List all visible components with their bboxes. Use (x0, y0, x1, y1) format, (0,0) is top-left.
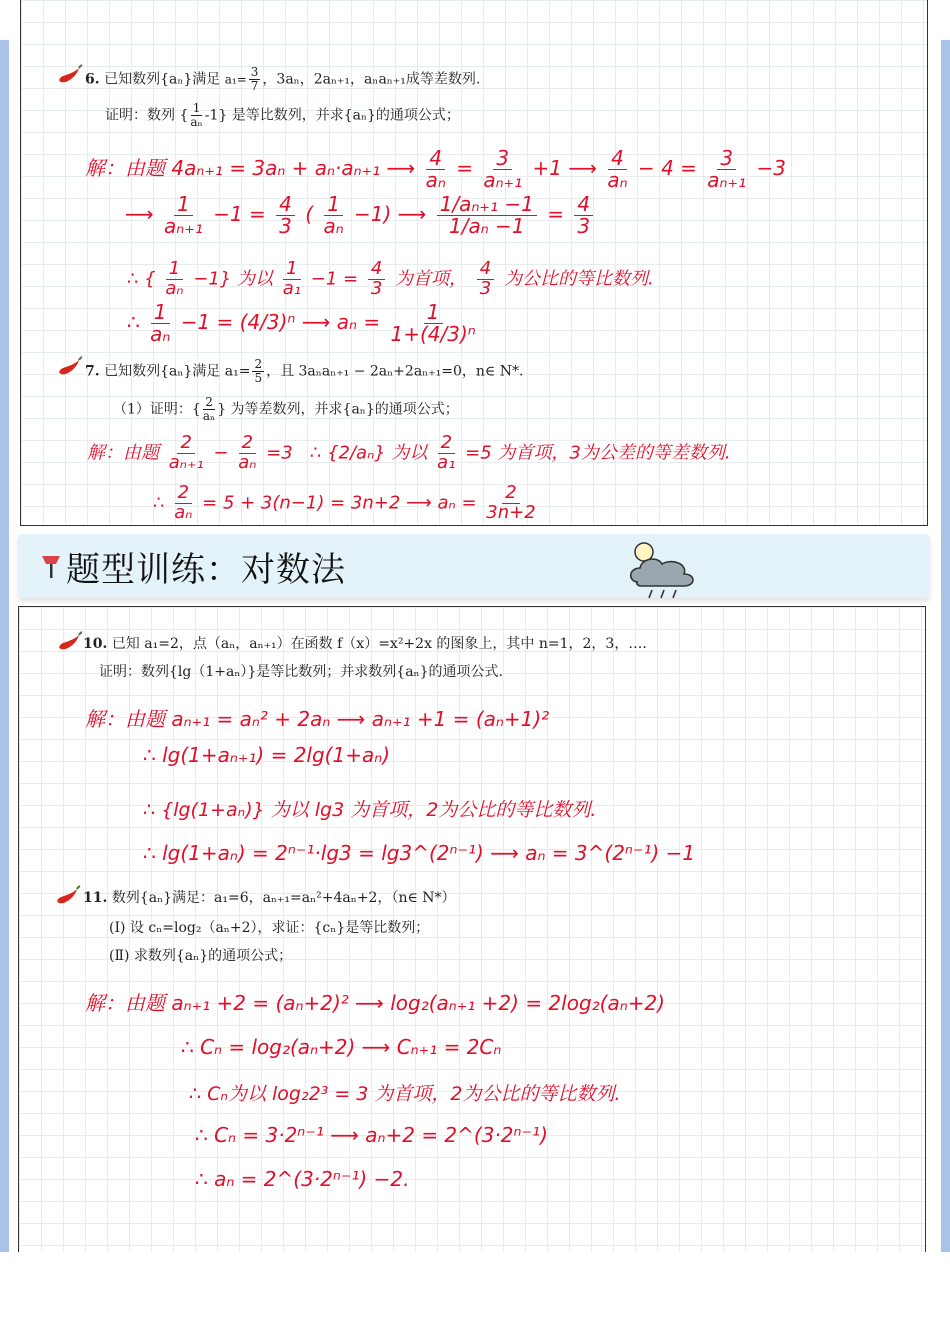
solution-6-line-2: ⟶ $\frac{1}{\text{aₙ₊₁}}$ −1 = $\frac{4}{3}$ ( $\frac{1}{\text{aₙ}}$ −1) ⟶ $\frac{\text{1/aₙ₊₁ −1}}{\text{1/aₙ −1}}$ = $\frac{4}{3}$ (125, 194, 597, 237)
solution-6-line-4: ∴ $\frac{1}{\text{aₙ}}$ −1 = (4/3)ⁿ ⟶ aₙ = $\frac{1}{\text{1+(4/3)ⁿ}}$ (127, 300, 476, 346)
solution-11-line-3: ∴ Cₙ为以 log₂2³ = 3 为首项，2为公比的等比数列. (189, 1083, 621, 1105)
worksheet-card-bottom (18, 606, 926, 1253)
section-banner (18, 534, 930, 598)
problem-11-part-1: (Ⅰ) 设 cₙ=log₂（aₙ+2），求证：{cₙ}是等比数列； (109, 920, 430, 936)
problem-11-stem: 11. 数列{aₙ}满足：a₁=6，aₙ₊₁=aₙ²+4aₙ+2，（n∈ N*） (83, 890, 456, 906)
problem-6-prove: 证明：数列 { $\frac{1}{\text{aₙ}}$ -1} 是等比数列，并求{aₙ}的通项公式； (105, 101, 460, 130)
pushpin-icon (40, 554, 62, 580)
section-title: 题型训练：对数法 (66, 550, 346, 590)
solution-10-line-4: ∴ lg(1+aₙ) = 2ⁿ⁻¹·lg3 = lg3^(2ⁿ⁻¹) ⟶ aₙ = 3^(2ⁿ⁻¹) −1 (143, 841, 696, 865)
problem-7-stem: 7. 已知数列{aₙ}满足 a₁= $\frac{2}{5}$ ，且 3aₙaₙ₊₁ − 2aₙ+2aₙ₊₁=0，n∈ N*. (85, 357, 524, 386)
solution-10-line-1: 解：由题 aₙ₊₁ = aₙ² + 2aₙ ⟶ aₙ₊₁ +1 = (aₙ+1)² (85, 707, 550, 731)
left-margin-bar (0, 40, 9, 1252)
problem-11-part-2: (Ⅱ) 求数列{aₙ}的通项公式； (109, 948, 293, 964)
problem-6-stem: 6. 已知数列{aₙ}满足 a₁= $\frac{3}{7}$ ，3aₙ，2aₙ₊₁，aₙaₙ₊₁成等差数列. (85, 65, 481, 94)
chili-pepper-icon (57, 356, 83, 378)
solution-11-line-1: 解：由题 aₙ₊₁ +2 = (aₙ+2)² ⟶ log₂(aₙ₊₁ +2) = 2log₂(aₙ+2) (85, 991, 665, 1015)
chili-pepper-icon (57, 64, 83, 86)
solution-11-line-2: ∴ Cₙ = log₂(aₙ+2) ⟶ Cₙ₊₁ = 2Cₙ (181, 1035, 502, 1059)
solution-7-line-1: 解：由题 $\frac{2}{\text{aₙ₊₁}}$ − $\frac{2}{\text{aₙ}}$ =3 ∴ {2/aₙ} 为以 $\frac{2}{\text{a₁}}$ =5 为首项，3为公差的等差数列. (87, 432, 731, 473)
solution-10-line-3: ∴ {lg(1+aₙ)} 为以 lg3 为首项，2为公比的等比数列. (143, 799, 597, 821)
worksheet-card-top (20, 0, 928, 526)
problem-7-part-1: （1）证明：{ $\frac{2}{\text{aₙ}}$ } 为等差数列，并求{aₙ}的通项公式； (113, 395, 459, 424)
solution-11-line-4: ∴ Cₙ = 3·2ⁿ⁻¹ ⟶ aₙ+2 = 2^(3·2ⁿ⁻¹) (195, 1123, 548, 1147)
chili-pepper-icon (57, 631, 83, 653)
rain-cloud-sun-icon (624, 538, 704, 600)
solution-11-line-5: ∴ aₙ = 2^(3·2ⁿ⁻¹) −2. (195, 1167, 410, 1191)
solution-6-line-3: ∴ { $\frac{1}{\text{aₙ}}$ −1} 为以 $\frac{1}{\text{a₁}}$ −1 = $\frac{4}{3}$ 为首项， $\frac{4}{3}$ 为公比的等比数列. (127, 258, 654, 299)
solution-10-line-2: ∴ lg(1+aₙ₊₁) = 2lg(1+aₙ) (143, 743, 391, 767)
problem-10-stem: 10. 已知 a₁=2，点（aₙ，aₙ₊₁）在函数 f（x）=x²+2x 的图象上，其中 n=1，2，3，…. (83, 636, 647, 652)
solution-7-line-2: ∴ $\frac{2}{\text{aₙ}}$ = 5 + 3(n−1) = 3n+2 ⟶ aₙ = $\frac{2}{3n+2}$ (153, 482, 536, 523)
problem-10-prove: 证明：数列{lg（1+aₙ）}是等比数列；并求数列{aₙ}的通项公式. (99, 664, 503, 680)
solution-6-line-1: 解：由题 4aₙ₊₁ = 3aₙ + aₙ·aₙ₊₁ ⟶ $\frac{4}{\text{aₙ}}$ = $\frac{3}{\text{aₙ₊₁}}$ +1 ⟶ $\frac{4}{\text{aₙ}}$ − 4 = $\frac{3}{\text{aₙ₊₁}}$ −3 (85, 146, 786, 192)
right-margin-bar (941, 40, 950, 1252)
page-bottom-blank (0, 1252, 950, 1341)
chili-pepper-icon (55, 885, 81, 907)
